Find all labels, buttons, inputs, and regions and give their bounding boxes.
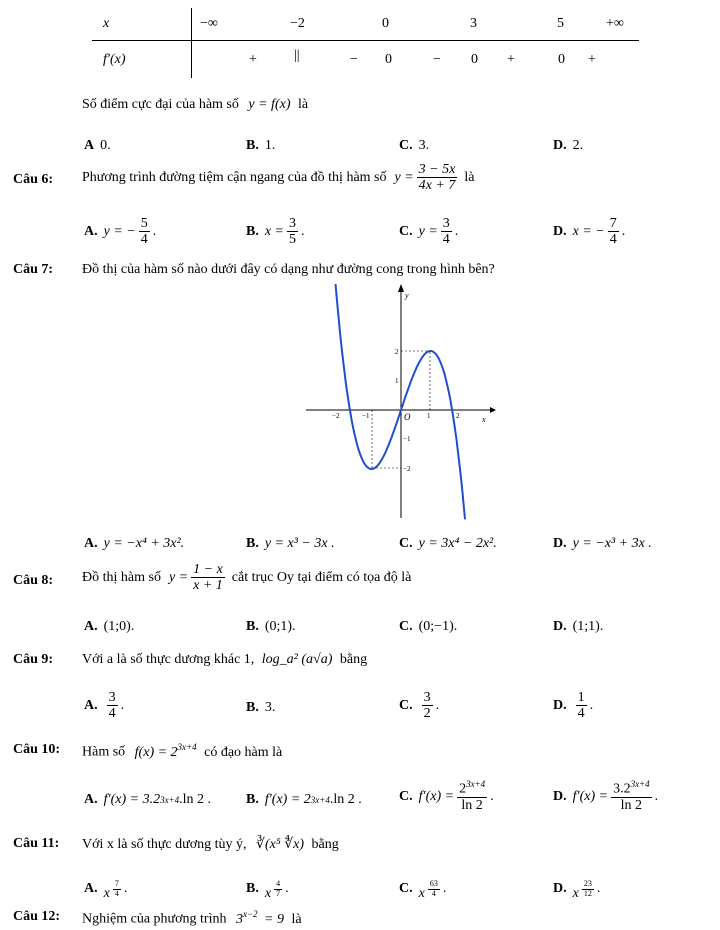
q6-stem — [82, 162, 474, 194]
option-fraction — [287, 216, 298, 248]
option-letter: C. — [399, 697, 413, 713]
option-letter: A. — [84, 697, 98, 713]
sign: 0 — [471, 52, 478, 67]
option-letter: A. — [84, 881, 98, 896]
option-letter: C. — [399, 619, 413, 634]
y-tick-label: −2 — [403, 465, 411, 473]
option-base: x — [572, 886, 579, 901]
numerator: 3 − 5x — [418, 162, 456, 177]
q8-stem — [82, 562, 411, 594]
y-tick-label: −1 — [403, 435, 411, 443]
x-tick-label: 2 — [456, 412, 460, 420]
q7-option-d[interactable] — [553, 536, 652, 552]
q11-option-d[interactable]: D. x $\frac{23}{12}$ . — [553, 878, 601, 901]
sign: 0 — [558, 52, 565, 67]
q12-tail: là — [291, 911, 302, 927]
x-value: +∞ — [606, 16, 624, 31]
x-axis-arrow-icon — [490, 407, 496, 413]
q8-option-a[interactable] — [84, 619, 134, 635]
denominator: 4x + 7 — [418, 178, 456, 194]
numerator-exp: 3x+4 — [466, 779, 486, 789]
option-letter: D. — [553, 881, 567, 896]
q11-option-a[interactable]: A. x $\frac{7}{4}$ . — [84, 878, 128, 901]
row-label-fprime: f′(x) — [103, 52, 126, 67]
q5-text: Số điểm cực đại của hàm số — [82, 97, 239, 112]
option-exponent — [582, 880, 594, 899]
option-value: f′(x) = 3.2 — [103, 792, 161, 807]
numerator: 3.2 — [613, 781, 631, 797]
option-fraction — [576, 690, 587, 722]
axis-label-y: y — [405, 291, 409, 300]
option-value: y = 3x⁴ − 2x². — [418, 536, 497, 551]
y-axis-arrow-icon — [398, 284, 404, 292]
q5-tail: là — [297, 97, 309, 112]
denominator: 2 — [423, 706, 431, 722]
x-tick-label: −1 — [362, 412, 370, 420]
q5-option-b[interactable] — [246, 138, 275, 154]
denominator: 4 — [114, 888, 119, 898]
option-letter: B. — [246, 223, 259, 239]
numerator: 1 − x — [193, 562, 223, 577]
q12-stem — [82, 909, 302, 928]
numerator: 3 — [423, 690, 431, 705]
q8-fraction — [191, 562, 225, 594]
cubic-curve — [335, 284, 465, 519]
option-pre: f′(x) = — [572, 788, 609, 804]
option-letter: B. — [246, 792, 259, 807]
q9-expr: log_a² (a√a) — [261, 652, 333, 667]
x-value: 3 — [470, 16, 477, 31]
option-letter: B. — [246, 881, 259, 896]
denominator: 4 — [577, 706, 585, 722]
numerator: 23 — [583, 878, 592, 888]
option-letter: A. — [84, 619, 98, 634]
denominator: x + 1 — [193, 578, 223, 594]
sign: + — [249, 52, 257, 67]
q5-expr: y = f(x) — [248, 97, 291, 112]
q8-tail: cắt trục Oy tại điểm có tọa độ là — [231, 569, 412, 585]
option-value: f′(x) = 2 — [264, 792, 311, 807]
q10-option-c[interactable]: C. f′(x) = $\frac{2^{3x+4}}{\ln 2}$ . — [399, 779, 494, 814]
q12-exp: x−2 — [242, 909, 258, 919]
option-letter: A. — [84, 223, 98, 239]
option-fraction — [139, 216, 150, 248]
q6-tail: là — [464, 169, 475, 185]
q5-option-a[interactable] — [84, 138, 111, 154]
numerator: 5 — [140, 216, 148, 231]
q7-label: Câu 7: — [13, 262, 54, 277]
option-letter: D. — [553, 138, 567, 153]
row-label-x: x — [103, 16, 110, 31]
q7-option-c[interactable] — [399, 536, 497, 552]
option-pre: y = − — [103, 223, 136, 239]
option-exponent — [428, 880, 440, 899]
q8-text: Đồ thị hàm số — [82, 569, 161, 585]
option-value: (1;0). — [103, 619, 135, 634]
sign: + — [588, 52, 596, 67]
q6-option-a[interactable]: A. y = − $\frac{5}{4}$ . — [84, 216, 157, 248]
q5-option-c[interactable] — [399, 138, 429, 154]
q10-label: Câu 10: — [13, 742, 61, 757]
numerator: 2 — [459, 781, 467, 797]
q10-option-b[interactable] — [246, 792, 362, 808]
origin-label: O — [404, 412, 411, 422]
option-letter: D. — [553, 788, 567, 804]
denominator: 4 — [140, 232, 148, 248]
option-fraction — [608, 216, 619, 248]
option-fraction — [457, 780, 487, 813]
y-tick-label: 2 — [395, 348, 399, 356]
x-tick-label: −2 — [332, 412, 340, 420]
q8-label: Câu 8: — [13, 573, 54, 588]
option-exponent — [274, 880, 282, 899]
q11-expr: ∛(x⁵ ∜x) — [256, 837, 304, 852]
denominator: 4 — [431, 888, 436, 898]
denominator: ln 2 — [461, 798, 483, 814]
x-value: −2 — [290, 16, 305, 31]
denominator: 4 — [609, 232, 617, 248]
option-value: (1;1). — [572, 619, 604, 634]
option-pre: f′(x) = — [418, 788, 455, 804]
numerator: 3 — [108, 690, 116, 705]
option-value: 3. — [418, 138, 430, 153]
option-pre: x = − — [572, 223, 605, 239]
q10-option-a[interactable] — [84, 792, 211, 808]
option-letter: B. — [246, 138, 259, 153]
option-letter: A. — [84, 536, 98, 551]
numerator-exp: 3x+4 — [630, 779, 650, 789]
y-tick-label: 1 — [395, 377, 399, 385]
option-fraction — [441, 216, 452, 248]
table-hline — [92, 40, 639, 41]
option-exp: 3x+4 — [160, 795, 180, 805]
option-fraction — [422, 690, 433, 722]
axis-label-x: x — [482, 415, 486, 424]
option-value: (0;1). — [264, 619, 296, 634]
numerator: 7 — [114, 878, 119, 888]
q11-text: Với x là số thực dương tùy ý, — [82, 837, 247, 852]
option-letter: B. — [246, 536, 259, 551]
q12-label: Câu 12: — [13, 909, 61, 924]
option-letter: D. — [553, 536, 567, 551]
option-base: x — [103, 886, 110, 901]
option-exp: 3x+4 — [310, 795, 330, 805]
q8-y: y = — [168, 569, 189, 585]
q11-option-b[interactable]: B. x $\frac{4}{7}$ . — [246, 878, 289, 901]
denominator: 7 — [276, 888, 281, 898]
option-pre: x = — [264, 223, 285, 239]
sign: − — [433, 52, 441, 67]
q7-graph — [306, 284, 496, 520]
sign: − — [350, 52, 358, 67]
x-tick-label: 1 — [427, 412, 431, 420]
denominator: ln 2 — [620, 798, 643, 814]
option-post: .ln 2 . — [179, 792, 212, 807]
q6-fraction — [417, 162, 458, 194]
q12-eq: = 9 — [264, 911, 284, 927]
x-value: 0 — [382, 16, 389, 31]
option-base: x — [264, 886, 272, 901]
denominator: 12 — [583, 888, 592, 898]
option-letter: C. — [399, 881, 413, 896]
denominator: 4 — [442, 232, 450, 248]
table-divider — [191, 8, 192, 78]
q6-y: y = — [394, 169, 414, 185]
q9-stem — [82, 652, 367, 668]
q6-option-b[interactable]: B. x = $\frac{3}{5}$ . — [246, 216, 305, 248]
sign: || — [294, 48, 300, 63]
option-base: x — [418, 886, 425, 901]
denominator: 5 — [289, 232, 297, 248]
option-value: y = −x³ + 3x . — [572, 536, 652, 551]
q8-option-b[interactable] — [246, 619, 296, 635]
option-letter: B. — [246, 619, 259, 634]
q7-text: Đồ thị của hàm số nào dưới đây có dạng như đường cong trong hình bên? — [82, 262, 495, 277]
option-letter: A — [84, 138, 95, 153]
q9-text: Với a là số thực dương khác 1, — [82, 652, 255, 667]
option-letter: D. — [553, 223, 567, 239]
option-fraction — [611, 780, 652, 813]
q9-option-d[interactable]: D. $\frac{1}{4}$ . — [553, 690, 594, 722]
q10-stem — [82, 742, 282, 761]
q8-option-d[interactable] — [553, 619, 603, 635]
option-letter: B. — [246, 700, 259, 715]
q11-label: Câu 11: — [13, 836, 60, 851]
option-letter: C. — [399, 788, 413, 804]
q9-label: Câu 9: — [13, 652, 54, 667]
q9-option-b[interactable] — [246, 700, 275, 716]
option-letter: C. — [399, 536, 413, 551]
q7-option-a[interactable] — [84, 536, 184, 552]
option-value: (0;−1). — [418, 619, 458, 634]
q12-text: Nghiệm của phương trình — [82, 911, 227, 927]
option-letter: A. — [84, 792, 98, 807]
option-letter: C. — [399, 138, 413, 153]
q10-expr: f(x) = 2 — [134, 744, 178, 760]
q12-expr: 3 — [235, 911, 243, 927]
option-letter: C. — [399, 223, 413, 239]
x-value: −∞ — [200, 16, 218, 31]
numerator: 63 — [429, 878, 438, 888]
option-letter: D. — [553, 619, 567, 634]
numerator: 1 — [577, 690, 585, 705]
q10-text: Hàm số — [82, 744, 126, 760]
q11-tail: bằng — [311, 837, 339, 852]
q6-text: Phương trình đường tiệm cận ngang của đồ thị hàm số — [82, 169, 387, 185]
numerator: 3 — [442, 216, 450, 231]
q10-exp: 3x+4 — [177, 742, 197, 752]
q9-tail: bằng — [339, 652, 368, 667]
option-post: .ln 2 . — [329, 792, 362, 807]
sign: + — [507, 52, 515, 67]
q7-option-b[interactable] — [246, 536, 335, 552]
q9-option-a[interactable]: A. $\frac{3}{4}$ . — [84, 690, 125, 722]
numerator: 4 — [276, 878, 281, 888]
option-pre: y = — [418, 223, 438, 239]
option-value: 2. — [572, 138, 584, 153]
option-value: 1. — [264, 138, 276, 153]
option-exponent — [113, 880, 121, 899]
option-value: y = −x⁴ + 3x². — [103, 536, 185, 551]
q6-option-d[interactable]: D. x = − $\frac{7}{4}$ . — [553, 216, 626, 248]
q6-label: Câu 6: — [13, 172, 54, 187]
numerator: 7 — [609, 216, 617, 231]
q6-option-c[interactable]: C. y = $\frac{3}{4}$ . — [399, 216, 459, 248]
option-value: y = x³ − 3x . — [264, 536, 335, 551]
q9-option-c[interactable]: C. $\frac{3}{2}$ . — [399, 690, 440, 722]
sign: 0 — [385, 52, 392, 67]
option-fraction — [107, 690, 118, 722]
q10-option-d[interactable]: D. f′(x) = $\frac{3.2^{3x+4}}{\ln 2}$ . — [553, 779, 659, 814]
denominator: 4 — [108, 706, 116, 722]
numerator: 3 — [289, 216, 297, 231]
q5-option-d[interactable] — [553, 138, 583, 154]
option-value: 0. — [100, 138, 111, 153]
x-value: 5 — [557, 16, 564, 31]
q11-stem — [82, 836, 339, 853]
q8-option-c[interactable] — [399, 619, 457, 635]
q11-option-c[interactable]: C. x $\frac{63}{4}$ . — [399, 878, 447, 901]
option-letter: D. — [553, 697, 567, 713]
option-value: 3. — [264, 700, 276, 715]
q5-stem — [82, 97, 308, 113]
q10-tail: có đạo hàm là — [204, 744, 283, 760]
